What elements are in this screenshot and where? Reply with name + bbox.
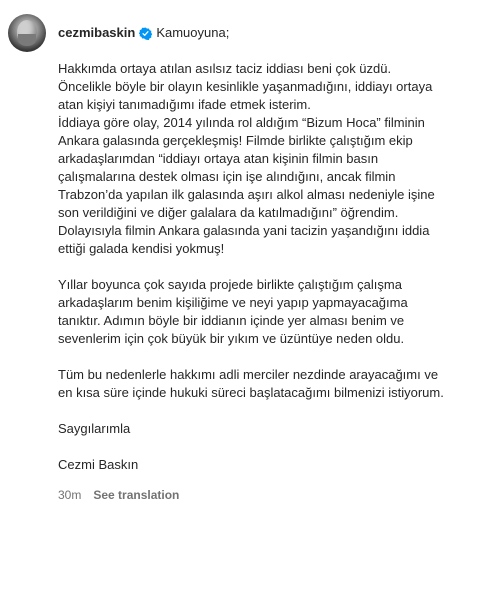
caption-line: Dolayısıyla filmin Ankara galasında yani tacizin yaşandığını iddia	[58, 223, 430, 238]
see-translation-button[interactable]: See translation	[93, 488, 180, 502]
post-timestamp[interactable]: 30m	[58, 488, 82, 502]
spacer	[58, 402, 478, 420]
caption-row	[8, 14, 478, 504]
caption-line: Ankara galasında gerçekleşmiş! Filmde birlikte çalıştığım ekip	[58, 133, 413, 148]
caption-line: ettiği galada kendisi yokmuş!	[58, 241, 225, 256]
post-caption	[8, 14, 478, 504]
caption-paragraph-1	[58, 60, 478, 258]
spacer	[58, 42, 478, 60]
caption-line: sevenlerim için çok büyük bir yıkım ve üzüntüye neden oldu.	[58, 331, 405, 346]
caption-line: Yıllar boyunca çok sayıda projede birlikte çalıştığım çalışma	[58, 277, 402, 292]
caption-line: İddiaya göre olay, 2014 yılında rol aldığım “Bizum Hoca” filminin	[58, 115, 425, 130]
caption-line: Öncelikle böyle bir olayın kesinlikle yaşanmadığını, iddiayı ortaya	[58, 79, 433, 94]
caption-signature: Cezmi Baskın	[58, 457, 139, 472]
caption-closing: Saygılarımla	[58, 421, 131, 436]
caption-line: Trabzon’da yapılan ilk galasında aşırı alkol alması nedeniyle işine	[58, 187, 435, 202]
caption-paragraph-3	[58, 366, 478, 402]
caption-line: Tüm bu nedenlerle hakkımı adli merciler nezdinde arayacağımı ve	[58, 367, 439, 382]
spacer	[58, 258, 478, 276]
caption-line: atan kişiyi tanımadığımı ifade etmek isterim.	[58, 97, 311, 112]
caption-line: Hakkımda ortaya atılan asılsız taciz iddiası beni çok üzdü.	[58, 61, 392, 76]
spacer	[58, 438, 478, 456]
username-link[interactable]: cezmibaskin	[58, 25, 136, 40]
caption-line: arkadaşlarımdan “iddiayı ortaya atan kişinin filmin basın	[58, 151, 379, 166]
caption-content	[58, 14, 478, 504]
avatar-beard	[18, 34, 36, 46]
caption-line: en kısa süre içinde hukuki süreci başlatacağımı bilmenizi istiyorum.	[58, 385, 444, 400]
caption-line: çalışmalarına destek olması için işe alındığını, ancak filmin	[58, 169, 396, 184]
caption-opening: Kamuoyuna;	[156, 25, 230, 40]
caption-first-line	[58, 24, 478, 42]
avatar[interactable]	[8, 14, 46, 52]
spacer	[58, 348, 478, 366]
caption-line: son verildiğini ve diğer galalara da katılmadığını” öğrendim.	[58, 205, 399, 220]
verified-badge-icon	[139, 27, 152, 40]
caption-paragraph-2	[58, 276, 478, 348]
caption-line: tanıktır. Adımın böyle bir iddianın içinde yer alması benim ve	[58, 313, 405, 328]
caption-meta	[58, 486, 478, 504]
caption-line: arkadaşlarım benim kişiliğime ve neyi yapıp yapmayacağıma	[58, 295, 408, 310]
